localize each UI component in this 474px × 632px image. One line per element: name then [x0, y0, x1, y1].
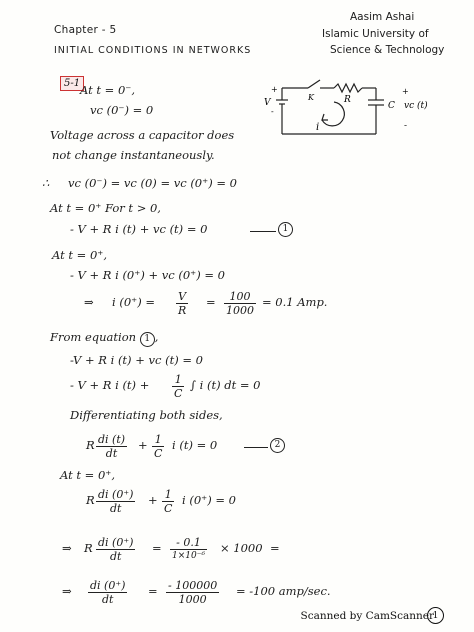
battery-label: V: [264, 98, 271, 108]
line-at-t0-plus: At t = 0⁺,: [52, 248, 107, 262]
line-at-0-plus-rhs: i (0⁺) = 0: [182, 493, 236, 507]
implies-arrow-2: ⇒: [62, 541, 72, 555]
final-result: = -100 amp/sec.: [236, 584, 331, 598]
plus-sign-2: +: [148, 493, 158, 507]
equation-ref-1: 1: [278, 222, 293, 237]
equals-sign-2: =: [152, 541, 162, 555]
capacitor-plus: +: [402, 87, 409, 96]
switch-label: K: [308, 93, 314, 102]
line-integral-equation-rhs: ∫ i (t) dt = 0: [190, 378, 261, 392]
chapter-topic: INITIAL CONDITIONS IN NETWORKS: [54, 45, 252, 56]
line-no-instant-change: not change instantaneously.: [52, 148, 215, 162]
equals-sign-3: =: [270, 541, 280, 555]
equals-sign: =: [206, 295, 216, 309]
equals-sign-4: =: [148, 584, 158, 598]
capacitor-label: C: [388, 101, 395, 111]
capacitor-minus: -: [404, 121, 408, 131]
equation-dash-2: [244, 447, 268, 448]
line-at-t0-plus-2: At t = 0⁺,: [60, 468, 115, 482]
line-voltage-statement: Voltage across a capacitor does: [50, 128, 235, 142]
times-1000: × 1000: [220, 541, 263, 555]
fraction-di0-dt-2: $\frac{di (0^+)}{dt}$: [98, 536, 134, 563]
line-vc-continuity: vc (0⁻) = vc (0) = vc (0⁺) = 0: [68, 176, 237, 190]
fraction-neg-100000-over-1000: $\frac{- 100000}{1000}$: [168, 579, 218, 606]
r-coefficient-3: R: [84, 541, 93, 555]
page-number: 1: [427, 607, 444, 624]
chapter-heading: Chapter - 5: [54, 24, 117, 36]
fraction-100-over-1000: $\frac{100}{1000}$: [226, 290, 254, 317]
line-derivative-rhs: i (t) = 0: [172, 438, 218, 452]
battery-plus: +: [271, 85, 278, 94]
fraction-neg-0-1-over-cap: - 0.1 1×10⁻⁶: [172, 536, 206, 561]
equation-ref-2: 2: [270, 438, 285, 453]
line-integral-equation-lhs: - V + R i (t) +: [70, 378, 150, 392]
implies-arrow-3: ⇒: [62, 584, 72, 598]
camscanner-watermark: Scanned by CamScanner: [300, 610, 434, 622]
fraction-di0-dt: $\frac{di (0^+)}{dt}$: [98, 488, 134, 515]
line-kvl-restated: -V + R i (t) + vc (t) = 0: [70, 353, 203, 367]
rc-circuit-diagram: [258, 72, 448, 142]
line-kvl-at-0-plus: - V + R i (0⁺) + vc (0⁺) = 0: [70, 268, 225, 282]
fraction-1-over-c-3: $\frac{1}{C}$: [164, 488, 173, 515]
therefore-symbol: ∴: [42, 176, 50, 190]
line-vc-0-minus: vc (0⁻) = 0: [90, 103, 154, 117]
fraction-di0-dt-3: $\frac{di (0^+)}{dt}$: [90, 579, 126, 606]
i-0-plus-lhs: i (0⁺) =: [112, 295, 155, 309]
fraction-1-over-c-2: $\frac{1}{C}$: [154, 433, 163, 460]
current-label: i: [316, 122, 320, 133]
line-kvl-equation: - V + R i (t) + vc (t) = 0: [70, 222, 208, 236]
fraction-v-over-r: $\frac{V}{R}$: [178, 290, 187, 317]
battery-minus: -: [271, 107, 274, 116]
r-coefficient: R: [86, 438, 95, 452]
section-tag: 5-1: [60, 76, 84, 91]
i-0-plus-result: = 0.1 Amp.: [262, 295, 328, 309]
implies-arrow: ⇒: [84, 295, 94, 309]
from-equation-label: From equation 1 ,: [50, 332, 158, 347]
resistor-label: R: [344, 95, 351, 105]
line-differentiating: Differentiating both sides,: [70, 408, 223, 422]
equation-dash-1: [250, 231, 276, 232]
line-at-t0-minus: At t = 0⁻,: [80, 83, 135, 97]
plus-sign: +: [138, 438, 148, 452]
fraction-1-over-c: $\frac{1}{C}$: [174, 373, 183, 400]
r-coefficient-2: R: [86, 493, 95, 507]
capacitor-voltage-label: vc (t): [404, 101, 428, 111]
line-at-t0-plus-for-t: At t = 0⁺ For t > 0,: [50, 201, 161, 215]
author-name: Aasim Ashai: [350, 11, 415, 23]
university-line-2: Science & Technology: [330, 44, 445, 56]
university-line-1: Islamic University of: [322, 28, 429, 40]
fraction-di-dt: $\frac{di (t)}{dt}$: [98, 433, 126, 460]
